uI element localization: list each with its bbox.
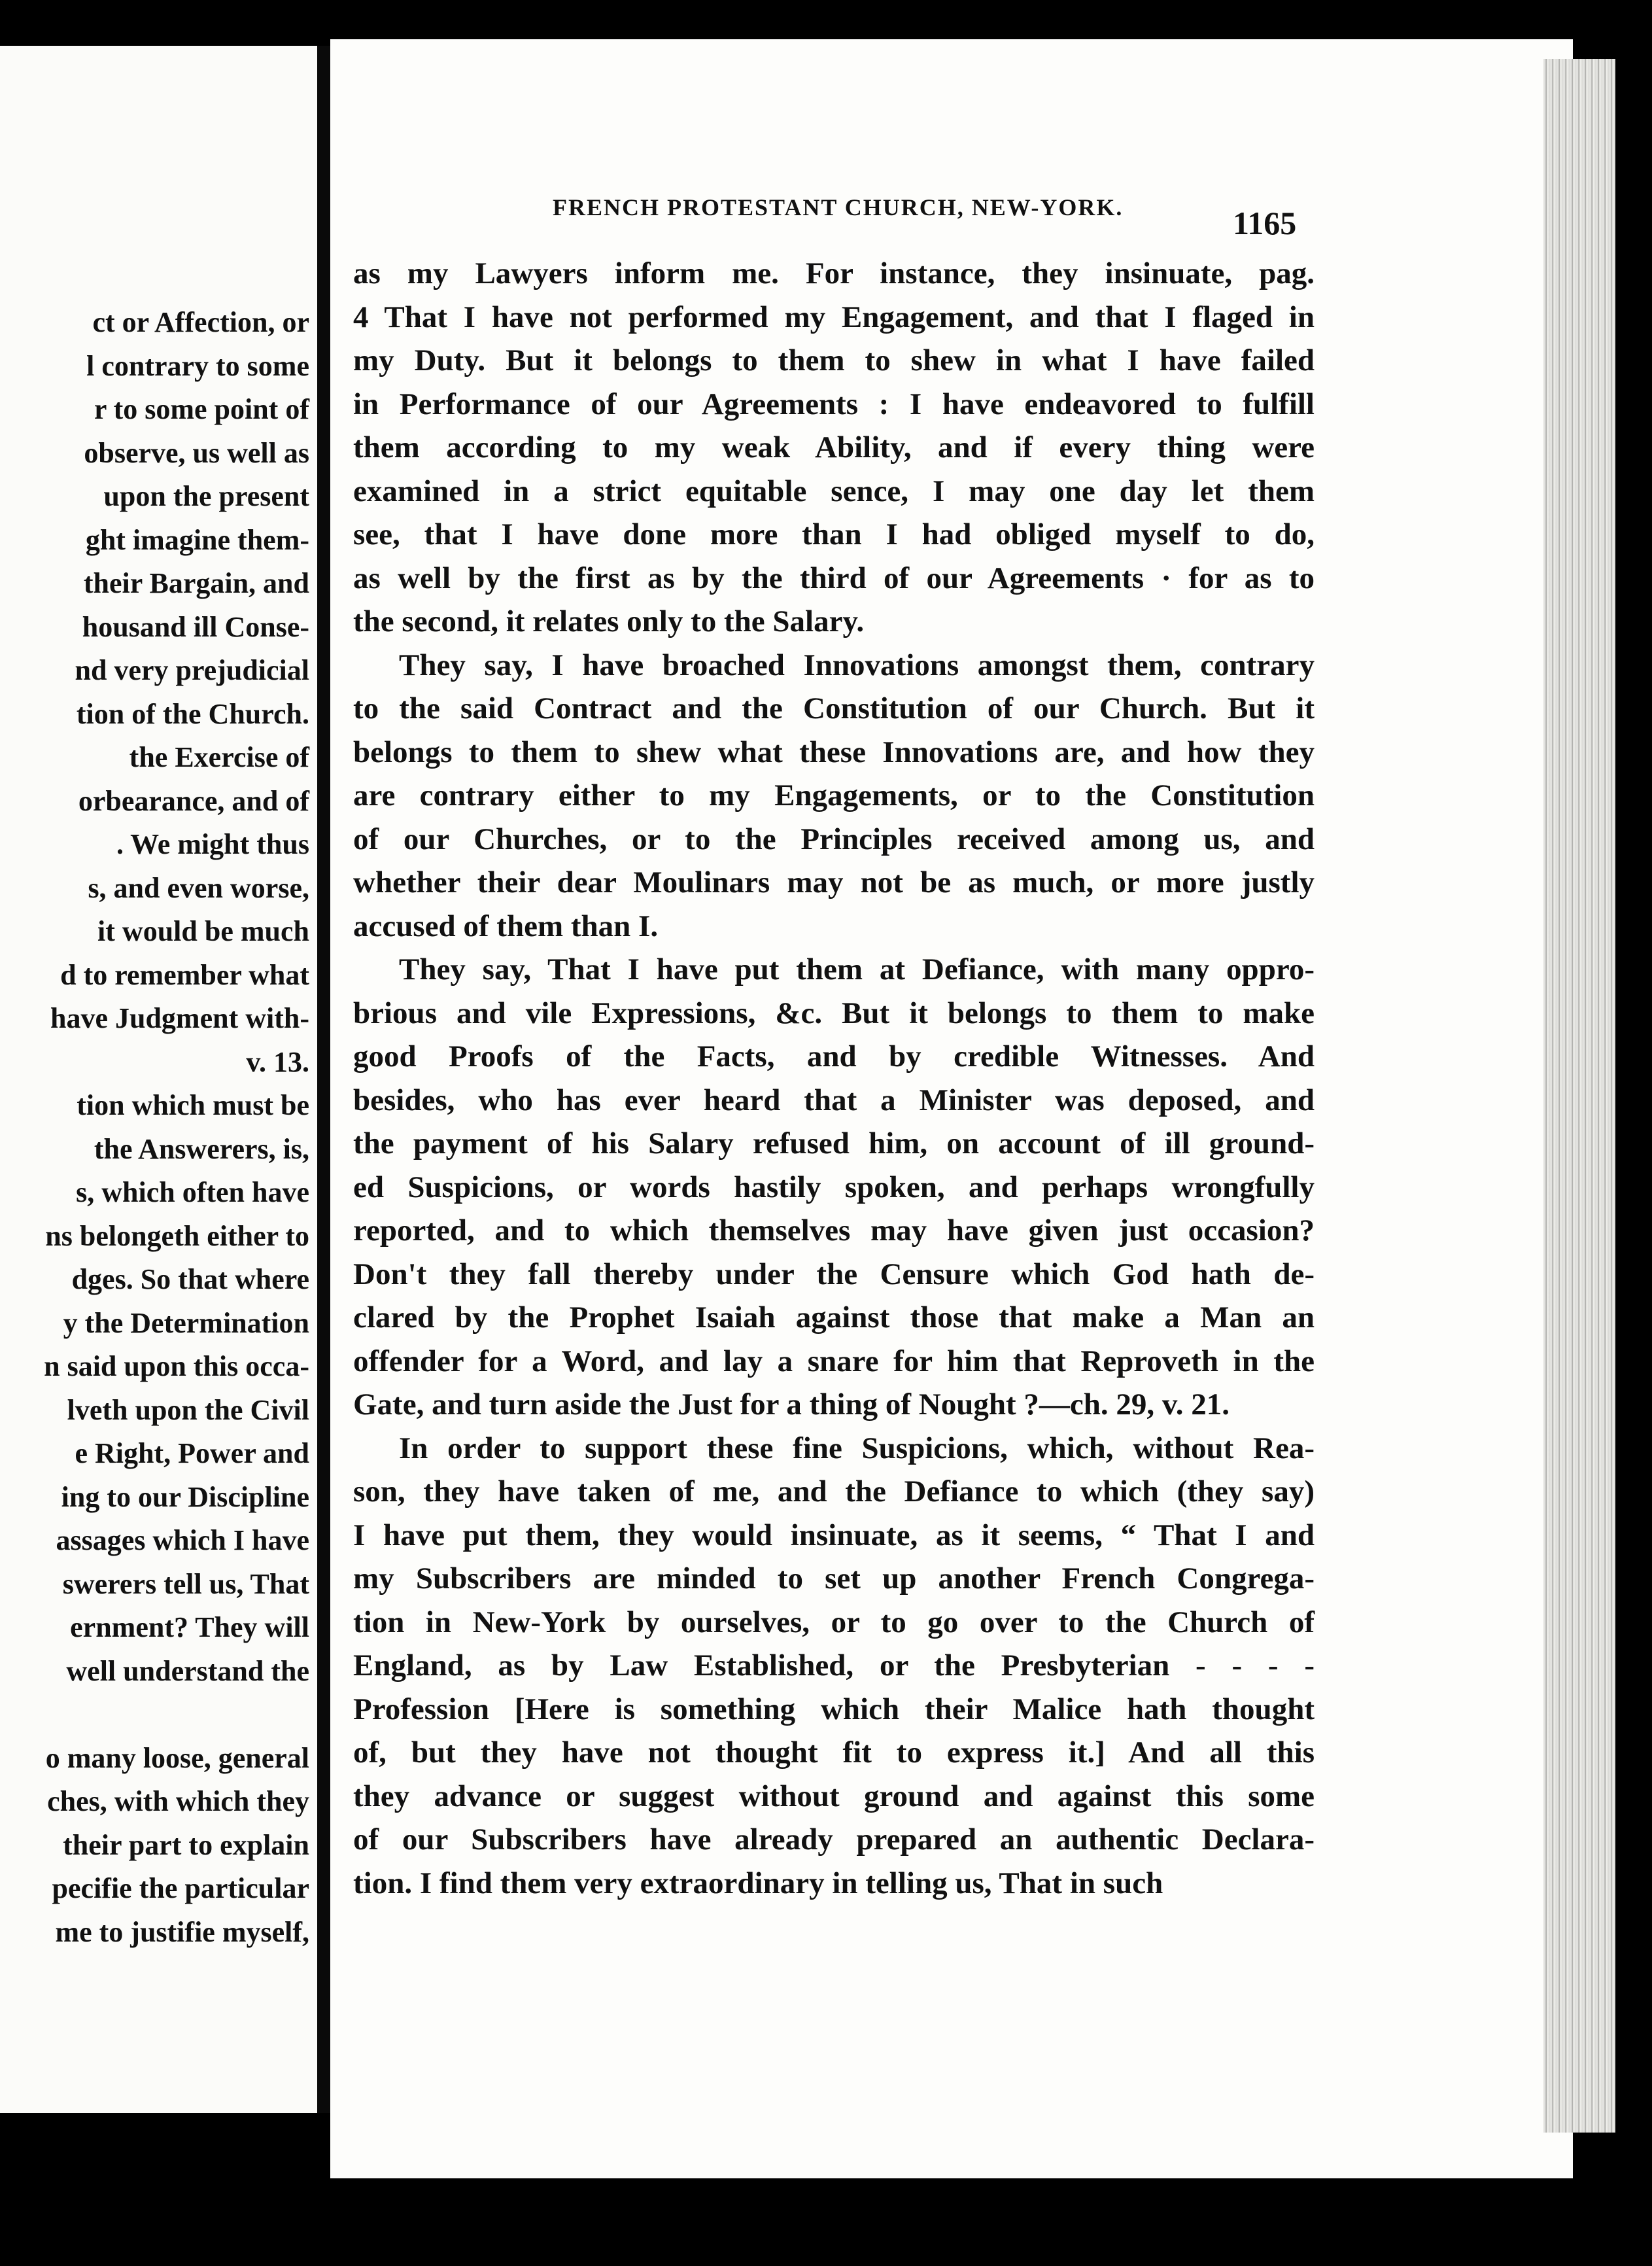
text-line: Gate, and turn aside the Just for a thing of Nought ?—ch. 29, v. 21. — [353, 1387, 1230, 1421]
text-line: the payment of his Salary refused him, on account of ill ground- — [353, 1126, 1315, 1160]
previous-page-line: tion which must be — [77, 1089, 309, 1121]
previous-page-line: the Answerers, is, — [94, 1132, 309, 1165]
previous-page-line: tion of the Church. — [76, 697, 309, 730]
text-line: In order to support these fine Suspicions, which, without Rea- — [399, 1431, 1315, 1465]
previous-page-line: o many loose, general — [45, 1741, 309, 1774]
paragraph — [353, 948, 1315, 1427]
previous-page-line: n said upon this occa- — [44, 1350, 309, 1382]
running-header: FRENCH PROTESTANT CHURCH, NEW-YORK. — [553, 194, 1124, 220]
previous-page-line: assages which I have — [56, 1524, 309, 1556]
text-line: besides, who has ever heard that a Minister was deposed, and — [353, 1083, 1315, 1117]
previous-page-line: ches, with which they — [47, 1785, 309, 1817]
paragraph — [353, 1427, 1315, 1906]
previous-page-line: ing to our Discipline — [61, 1480, 309, 1513]
text-line: whether their dear Moulinars may not be as much, or more justly — [353, 865, 1315, 899]
text-line: the second, it relates only to the Salary. — [353, 604, 865, 638]
text-line: clared by the Prophet Isaiah against those that make a Man an — [353, 1300, 1315, 1334]
text-line: ed Suspicions, or words hastily spoken, and perhaps wrongfully — [353, 1170, 1315, 1204]
text-line: belongs to them to shew what these Innovations are, and how they — [353, 735, 1315, 769]
previous-page-line: upon the present — [103, 480, 309, 512]
previous-page-line: s, and even worse, — [88, 871, 309, 904]
previous-page-line: s, which often have — [76, 1176, 309, 1208]
previous-page-line: well understand the — [66, 1654, 309, 1687]
text-line: see, that I have done more than I had obliged myself to do, — [353, 517, 1315, 551]
previous-page-line: swerers tell us, That — [62, 1567, 309, 1600]
paragraph — [353, 644, 1315, 949]
text-line: tion. I find them very extraordinary in telling us, That in such — [353, 1866, 1163, 1900]
text-line: I have put them, they would insinuate, as it seems, “ That I and — [353, 1518, 1315, 1552]
previous-page-line: have Judgment with- — [50, 1002, 309, 1034]
previous-page-line: ernment? They will — [70, 1611, 309, 1643]
previous-page-line: y the Determination — [63, 1306, 309, 1339]
previous-page — [0, 46, 317, 2113]
text-line: Profession [Here is something which their Malice hath thought — [353, 1692, 1315, 1726]
previous-page-line: r to some point of — [94, 393, 309, 425]
previous-page-line: e Right, Power and — [75, 1437, 309, 1469]
previous-page-line: their part to explain — [63, 1828, 309, 1861]
text-line: of our Churches, or to the Principles received among us, and — [353, 822, 1315, 856]
text-line: in Performance of our Agreements : I have endeavored to fulfill — [353, 387, 1315, 421]
text-line: of our Subscribers have already prepared an authentic Declara- — [353, 1822, 1315, 1856]
text-line: They say, That I have put them at Defiance, with many oppro- — [399, 952, 1315, 986]
text-line: brious and vile Expressions, &c. But it belongs to them to make — [353, 996, 1315, 1030]
previous-page-line: it would be much — [97, 915, 309, 947]
previous-page-line: v. 13. — [246, 1045, 309, 1078]
text-line: 4 That I have not performed my Engagement, and that I flaged in — [353, 300, 1315, 334]
text-line: as my Lawyers inform me. For instance, they insinuate, pag. — [353, 256, 1315, 290]
previous-page-line: d to remember what — [60, 958, 309, 991]
text-line: reported, and to which themselves may have given just occasion? — [353, 1213, 1315, 1247]
previous-page-line: housand ill Conse- — [82, 610, 309, 643]
scan-border — [0, 2178, 1652, 2266]
text-line: them according to my weak Ability, and if every thing were — [353, 430, 1315, 464]
book-gutter — [317, 46, 330, 2113]
text-line: They say, I have broached Innovations amongst them, contrary — [399, 648, 1315, 682]
previous-page-line: ns belongeth either to — [45, 1219, 309, 1252]
text-line: are contrary either to my Engagements, or to the Constitution — [353, 778, 1315, 812]
page-body — [353, 252, 1315, 1905]
text-line: tion in New-York by ourselves, or to go over to the Church of — [353, 1605, 1315, 1639]
previous-page-line: the Exercise of — [129, 741, 309, 773]
previous-page-line: ct or Affection, or — [92, 306, 309, 338]
text-line: England, as by Law Established, or the Presbyterian - - - - — [353, 1648, 1315, 1682]
text-line: son, they have taken of me, and the Defiance to which (they say) — [353, 1474, 1315, 1508]
previous-page-blank-line — [0, 1693, 309, 1737]
text-line: offender for a Word, and lay a snare for him that Reproveth in the — [353, 1344, 1315, 1378]
previous-page-line: pecifie the particular — [52, 1872, 309, 1904]
text-line: Don't they fall thereby under the Censure which God hath de- — [353, 1257, 1315, 1291]
previous-page-line: . We might thus — [116, 828, 309, 860]
previous-page-line: orbearance, and of — [78, 784, 309, 817]
previous-page-line: observe, us well as — [84, 436, 309, 469]
previous-page-text — [0, 301, 309, 1954]
previous-page-line: their Bargain, and — [83, 567, 309, 599]
text-line: accused of them than I. — [353, 909, 659, 943]
text-line: as well by the first as by the third of our Agreements · for as to — [353, 561, 1315, 595]
page-number: 1165 — [1233, 205, 1297, 241]
paragraph — [353, 252, 1315, 644]
page-edges — [1543, 59, 1615, 2133]
text-line: my Subscribers are minded to set up another French Congrega- — [353, 1561, 1315, 1595]
previous-page-line: l contrary to some — [86, 349, 309, 382]
text-line: of, but they have not thought fit to express it.] And all this — [353, 1735, 1315, 1769]
text-line: to the said Contract and the Constitution of our Church. But it — [353, 691, 1315, 725]
previous-page-line: ght imagine them- — [85, 523, 309, 556]
previous-page-line: nd very prejudicial — [75, 654, 309, 686]
previous-page-line: dges. So that where — [71, 1263, 309, 1295]
text-line: they advance or suggest without ground and against this some — [353, 1779, 1315, 1813]
text-line: good Proofs of the Facts, and by credible Witnesses. And — [353, 1039, 1315, 1073]
text-line: examined in a strict equitable sence, I may one day let them — [353, 474, 1315, 508]
previous-page-line: me to justifie myself, — [55, 1915, 309, 1948]
text-line: my Duty. But it belongs to them to shew in what I have failed — [353, 343, 1315, 377]
previous-page-line: lveth upon the Civil — [67, 1393, 309, 1426]
